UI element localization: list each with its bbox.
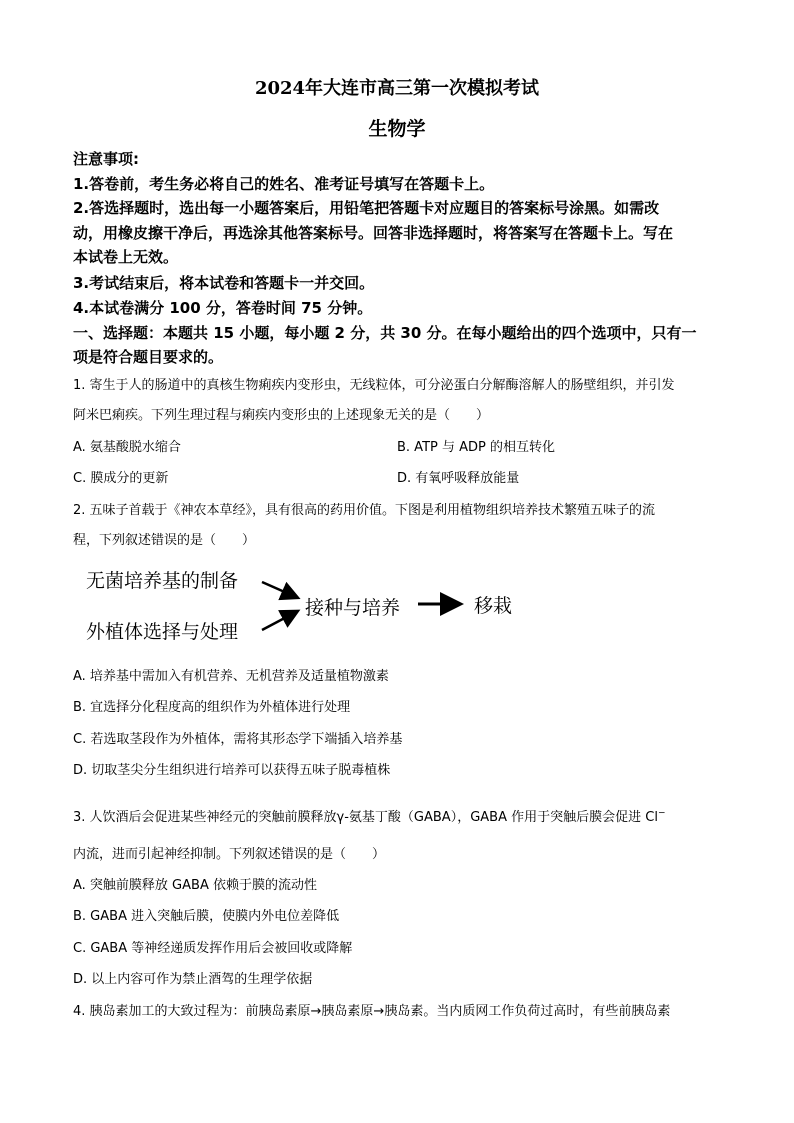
notice-item: 3.考试结束后，将本试卷和答题卡一并交回。 [73,274,375,292]
q2-stem-line2: 程，下列叙述错误的是（ ） [73,533,256,548]
flow-step-explant-prep: 外植体选择与处理 [86,621,239,643]
q3-option-b: B. GABA 进入突触后膜，使膜内外电位差降低 [73,909,340,924]
q1-option-d: D. 有氧呼吸释放能量 [397,471,520,486]
notice-item: 动，用橡皮擦干净后，再选涂其他答案标号。回答非选择题时，将答案写在答题卡上。写在 [73,224,674,242]
subject-title: 生物学 [368,118,426,140]
q1-option-b: B. ATP 与 ADP 的相互转化 [397,440,555,455]
section-heading: 一、选择题：本题共 15 小题，每小题 2 分，共 30 分。在每小题给出的四个选项中，只有一 [73,324,697,342]
q2-option-d: D. 切取茎尖分生组织进行培养可以获得五味子脱毒植株 [73,763,391,778]
flow-step-inoculate: 接种与培养 [305,597,401,619]
exam-title: 2024年大连市高三第一次模拟考试 [254,78,540,99]
notice-heading: 注意事项: [73,150,139,168]
chloride-charge: − [657,808,666,819]
q3-stem-line1 [73,806,665,825]
section-heading-cont: 项是符合题目要求的。 [73,348,224,366]
q4-stem-line1: 4. 胰岛素加工的大致过程为：前胰岛素原→胰岛素原→胰岛素。当内质网工作负荷过高时，有些前胰岛素 [73,1004,671,1019]
flow-step-transplant: 移栽 [474,595,513,617]
arrow-medium-to-inoculate [262,582,296,597]
q3-option-c: C. GABA 等神经递质发挥作用后会被回收或降解 [73,941,353,956]
q3-option-a: A. 突触前膜释放 GABA 依赖于膜的流动性 [73,878,317,893]
q1-stem-line2: 阿米巴痢疾。下列生理过程与痢疾内变形虫的上述现象无关的是（ ） [73,408,490,423]
q1-stem-line1: 1. 寄生于人的肠道中的真核生物痢疾内变形虫，无线粒体，可分泌蛋白分解酶溶解人的肠壁组织，并引发 [73,378,675,393]
q2-option-a: A. 培养基中需加入有机营养、无机营养及适量植物激素 [73,669,389,684]
notice-item: 本试卷上无效。 [73,248,179,266]
q3-stem-line2: 内流，进而引起神经抑制。下列叙述错误的是（ ） [73,847,386,862]
q3-option-d: D. 以上内容可作为禁止酒驾的生理学依据 [73,972,313,987]
notice-item: 1.答卷前，考生务必将自己的姓名、准考证号填写在答题卡上。 [73,175,495,193]
q1-option-a: A. 氨基酸脱水缩合 [73,440,181,455]
notice-item: 4.本试卷满分 100 分，答卷时间 75 分钟。 [73,299,373,317]
q2-option-c: C. 若选取茎段作为外植体，需将其形态学下端插入培养基 [73,732,403,747]
q2-option-b: B. 宜选择分化程度高的组织作为外植体进行处理 [73,700,351,715]
q2-stem-line1: 2. 五味子首载于《神农本草经》，具有很高的药用价值。下图是利用植物组织培养技术繁殖五味子的流 [73,503,656,518]
arrow-explant-to-inoculate [262,612,296,630]
notice-item: 2.答选择题时，选出每一小题答案后，用铅笔把答题卡对应题目的答案标号涂黑。如需改 [73,199,660,217]
flow-step-medium-prep: 无菌培养基的制备 [86,570,239,592]
q3-stem-text: 3. 人饮酒后会促进某些神经元的突触前膜释放γ-氨基丁酸（GABA），GABA 作用于突触后膜会促进 Cl [73,810,658,825]
q1-option-c: C. 膜成分的更新 [73,471,169,486]
